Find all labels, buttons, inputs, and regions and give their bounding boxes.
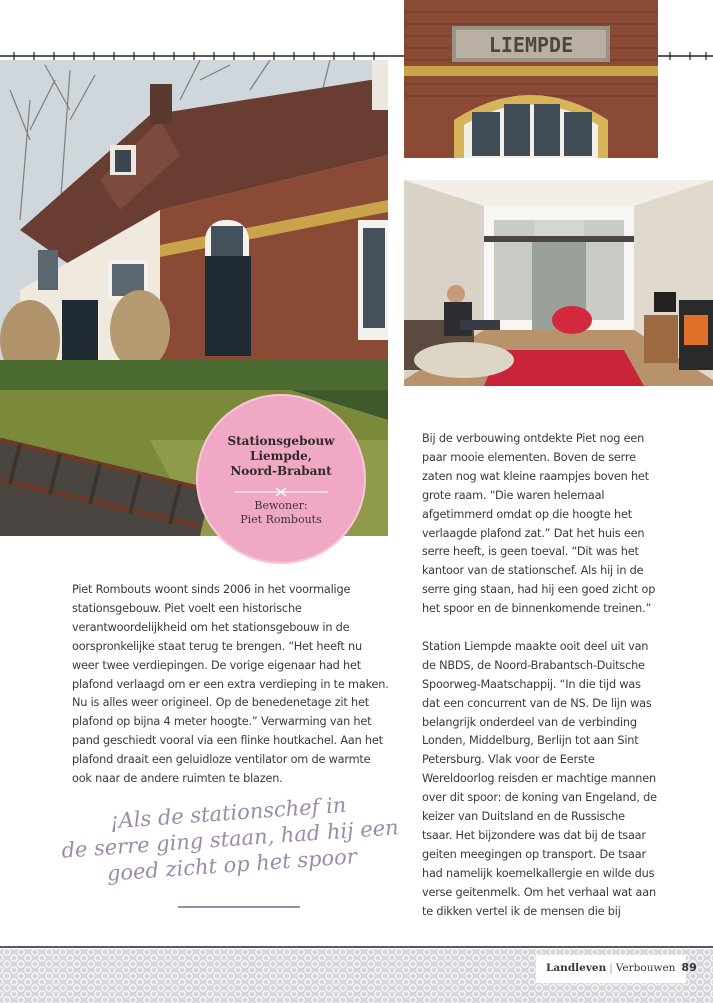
station-sign-photo bbox=[404, 0, 658, 158]
station-sign-text: LIEMPDE bbox=[488, 33, 574, 57]
badge-resident: Bewoner: Piet Rombouts bbox=[240, 499, 322, 526]
badge-title: Stationsgebouw Liempde, Noord-Brabant bbox=[227, 434, 335, 478]
section-name: Verbouwen bbox=[615, 962, 676, 974]
paragraph: Piet Rombouts woont sinds 2006 in het voormalige stationsgebouw. Piet voelt een historische verantwoordelijkheid om het stationsgebouw in de oorspronkelijke staat terug te brengen. “Het heeft nu weer twee verdiepingen. De vorige eigenaar had het plafond verlaagd om er een extra verdieping in te maken. Nu is alles weer origineel. Op de benedenetage zit het plafond op bijna 4 meter hoogte.” Verwarming van het pand geschiedt vooral via een flinke houtkachel. Aan het plafond draait een geluidloze ventilator om de warmte ook naar de andere ruimten te blazen. bbox=[72, 583, 389, 786]
living-room-photo bbox=[404, 180, 713, 386]
article-right-column bbox=[422, 430, 658, 922]
page-footer bbox=[546, 961, 697, 974]
pull-quote-underline bbox=[178, 906, 300, 908]
pull-quote: ¡Als de stationschef in de serre ging staan, had hij een goed zicht op het spoor bbox=[60, 792, 400, 886]
page-number: 89 bbox=[681, 961, 697, 974]
badge-divider bbox=[234, 487, 328, 497]
paragraph: Bij de verbouwing ontdekte Piet nog een paar mooie elementen. Boven de serre zaten nog wat kleine raampjes boven het grote raam. “Die waren helemaal afgetimmerd omdat op die hoogte het verlaagde plafond zat.” Dat het huis een serre heeft, is geen toeval. “Dit was het kantoor van de stationschef. Als hij in de serre ging staan, had hij een goed zicht op het spoor en de binnenkomende treinen.” bbox=[422, 432, 656, 616]
footer-separator: | bbox=[609, 962, 613, 974]
magazine-name: Landleven bbox=[546, 962, 607, 974]
paragraph: Station Liempde maakte ooit deel uit van de NBDS, de Noord-Brabantsch-Duitsche Spoorweg-Maatschappij. “In die tijd was dat een concurrent van de NS. De lijn was belangrijk onderdeel van de verbinding Londen, Middelburg, Berlijn tot aan Sint Petersburg. Vlak voor de Eerste Wereldoorlog reisden er machtige mannen over dit spoor: de koning van Engeland, de keizer van Duitsland en de Russische tsaar. Het bijzondere was dat bij de tsaar geiten meegingen op transport. De tsaar had namelijk koemelkallergie en wilde dus verse geitenmelk. Om het verhaal wat aan te dikken vertel ik de mensen die bij bbox=[422, 639, 657, 918]
article-left-column bbox=[72, 581, 390, 789]
location-badge bbox=[196, 394, 366, 564]
